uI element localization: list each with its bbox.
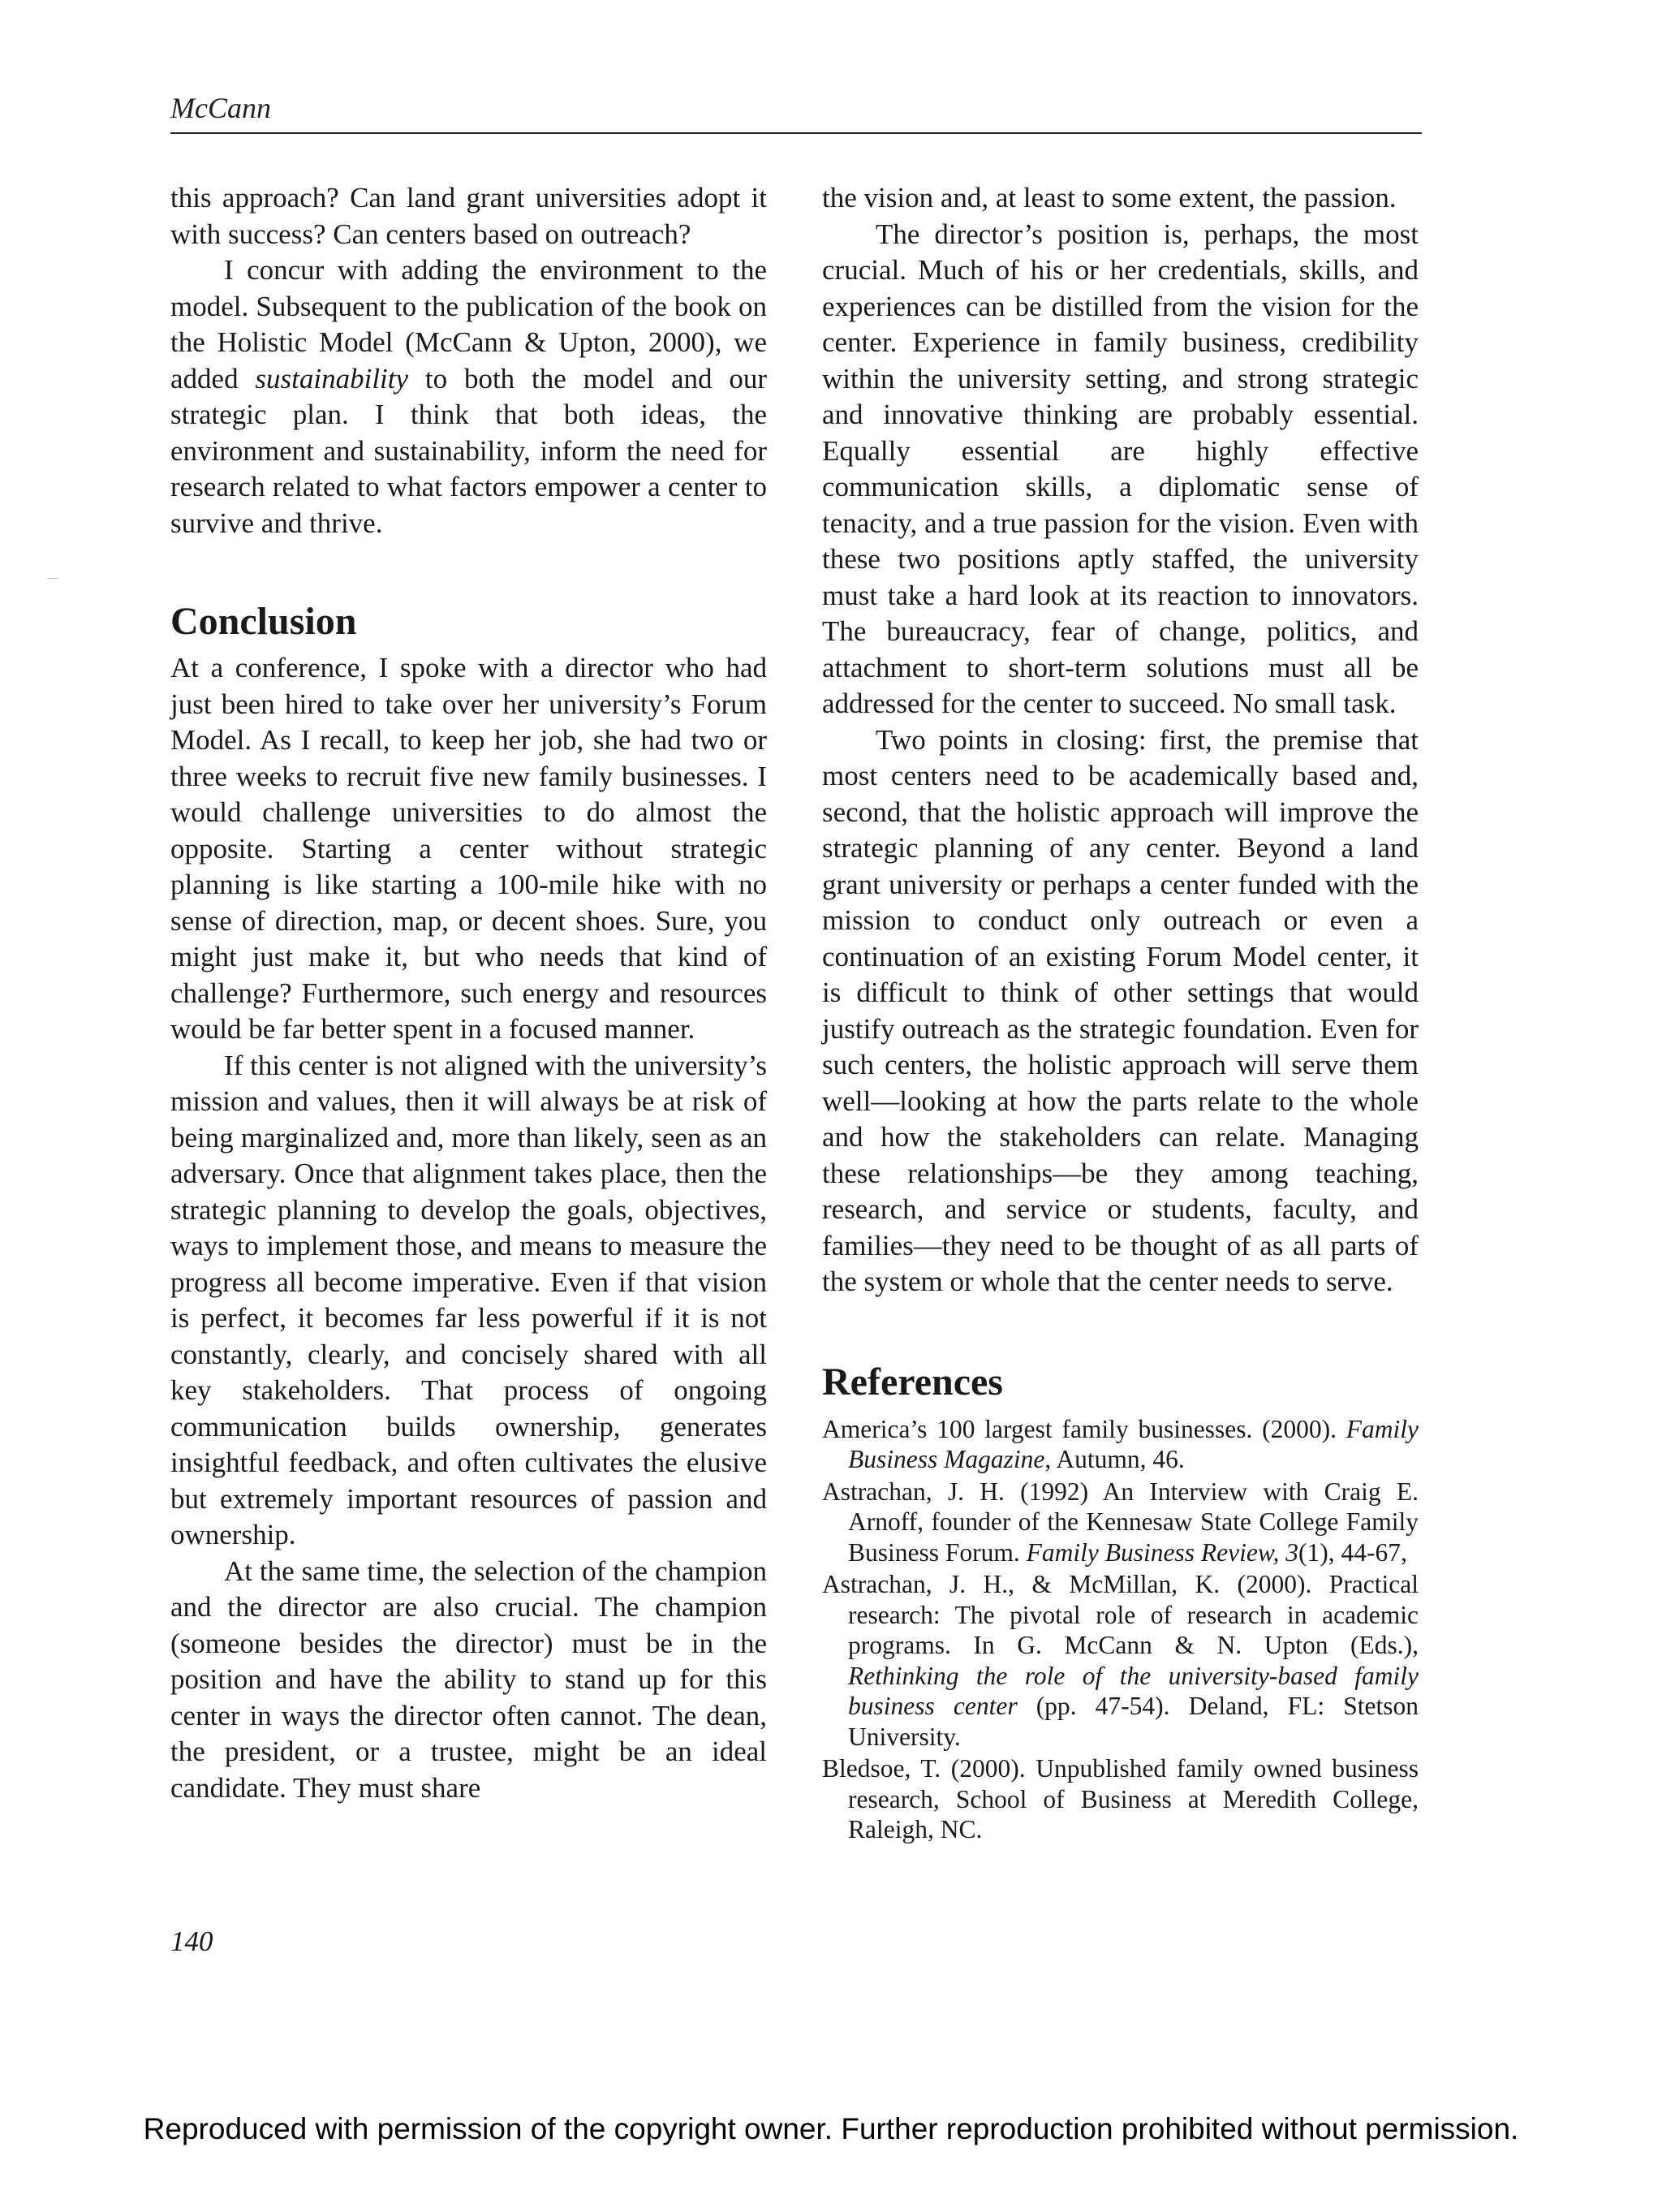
body-paragraph: At the same time, the selection of the champion and the director are also crucial. The champion (someone besides the director) must be in the position and have the ability to stand up for this center in ways the director often cannot. The dean, the president, or a trustee, might be an ideal candidate. They must share — [170, 1554, 767, 1804]
right-column — [822, 180, 1419, 1847]
body-paragraph: Two points in closing: first, the premise that most centers need to be academically based and, second, that the holistic approach will improve the strategic planning of any center. Beyond a land grant university or perhaps a center funded with the mission to conduct only outreach or even a continuation of an existing Forum Model center, it is difficult to think of other settings that would justify outreach as the strategic foundation. Even for such centers, the holistic approach will serve them well—looking at how the parts relate to the whole and how the stakeholders can relate. Managing these relationships—be they among teaching, research, and service or students, faculty, and families—they need to be thought of as all parts of the system or whole that the center needs to serve. — [822, 723, 1419, 1297]
section-heading-references: References — [822, 1360, 1003, 1404]
left-column — [170, 180, 767, 1806]
reference-list — [822, 1414, 1419, 1845]
body-paragraph — [170, 252, 767, 541]
margin-mark — [47, 578, 58, 579]
body-paragraph: The director’s position is, perhaps, the most crucial. Much of his or her credentials, skills, and experiences can be distilled from the vision for the center. Experience in family business, credibility within the university setting, and strong strategic and innovative thinking are probably essential. Equally essential are highly effective communication skills, a diplomatic sense of tenacity, and a true passion for the vision. Even with these two positions aptly staffed, the university must take a hard look at its reaction to innovators. The bureaucracy, fear of change, politics, and attachment to short-term solutions must all be addressed for the center to succeed. No small task. — [822, 218, 1419, 719]
paragraph-text: to both the model and our strategic plan. I think that both ideas, the environment and sustainability, inform the need for research related to what factors empower a center to survive and thrive. — [170, 362, 767, 539]
reference-item: Astrachan, J. H., & McMillan, K. (2000). Practical research: The pivotal role of research in academic programs. In G. McCann & N. Upton (Eds.), Rethinking the role of the university-based family business center (pp. 47-54). Deland, FL: Stetson University. — [822, 1570, 1419, 1751]
body-paragraph: If this center is not aligned with the university’s mission and values, then it will always be at risk of being marginalized and, more than likely, seen as an adversary. Once that alignment takes place, then the strategic planning to develop the goals, objectives, ways to implement those, and means to measure the progress all become imperative. Even if that vision is perfect, it becomes far less powerful if it is not constantly, clearly, and concisely shared with all key stakeholders. That process of ongoing communication builds ownership, generates insightful feedback, and often cultivates the elusive but extremely important resources of passion and ownership. — [170, 1049, 767, 1550]
reference-item: America’s 100 largest family businesses. (2000). Family Business Magazine, Autumn, 46. — [822, 1414, 1419, 1473]
section-heading-conclusion: Conclusion — [170, 600, 357, 643]
copyright-notice: Reproduced with permission of the copyright owner. Further reproduction prohibited without permission. — [143, 2112, 1519, 2145]
body-paragraph: the vision and, at least to some extent, the passion. — [822, 182, 1397, 213]
reference-item: Astrachan, J. H. (1992) An Interview with Craig E. Arnoff, founder of the Kennesaw State College Family Business Forum. Family Business Review, 3(1), 44-67, — [822, 1477, 1419, 1567]
page-number: 140 — [170, 1925, 213, 1957]
body-paragraph: this approach? Can land grant universities adopt it with success? Can centers based on outreach? — [170, 182, 767, 250]
paragraph-text: I concur with adding the environment to the model. Subsequent to the publication of the book on the Holistic Model (McCann & Upton, 2000), we added — [170, 254, 767, 395]
header-rule — [170, 132, 1422, 134]
emphasis-text: sustainability — [255, 362, 409, 395]
reference-item: Bledsoe, T. (2000). Unpublished family owned business research, School of Business at Meredith College, Raleigh, NC. — [822, 1754, 1419, 1843]
body-paragraph: At a conference, I spoke with a director who had just been hired to take over her university’s Forum Model. As I recall, to keep her job, she had two or three weeks to recruit five new family businesses. I would challenge universities to do almost the opposite. Starting a center without strategic planning is like starting a 100-mile hike with no sense of direction, map, or decent shoes. Sure, you might just make it, but who needs that kind of challenge? Furthermore, such energy and resources would be far better spent in a focused manner. — [170, 652, 767, 1045]
running-head: McCann — [170, 92, 271, 124]
